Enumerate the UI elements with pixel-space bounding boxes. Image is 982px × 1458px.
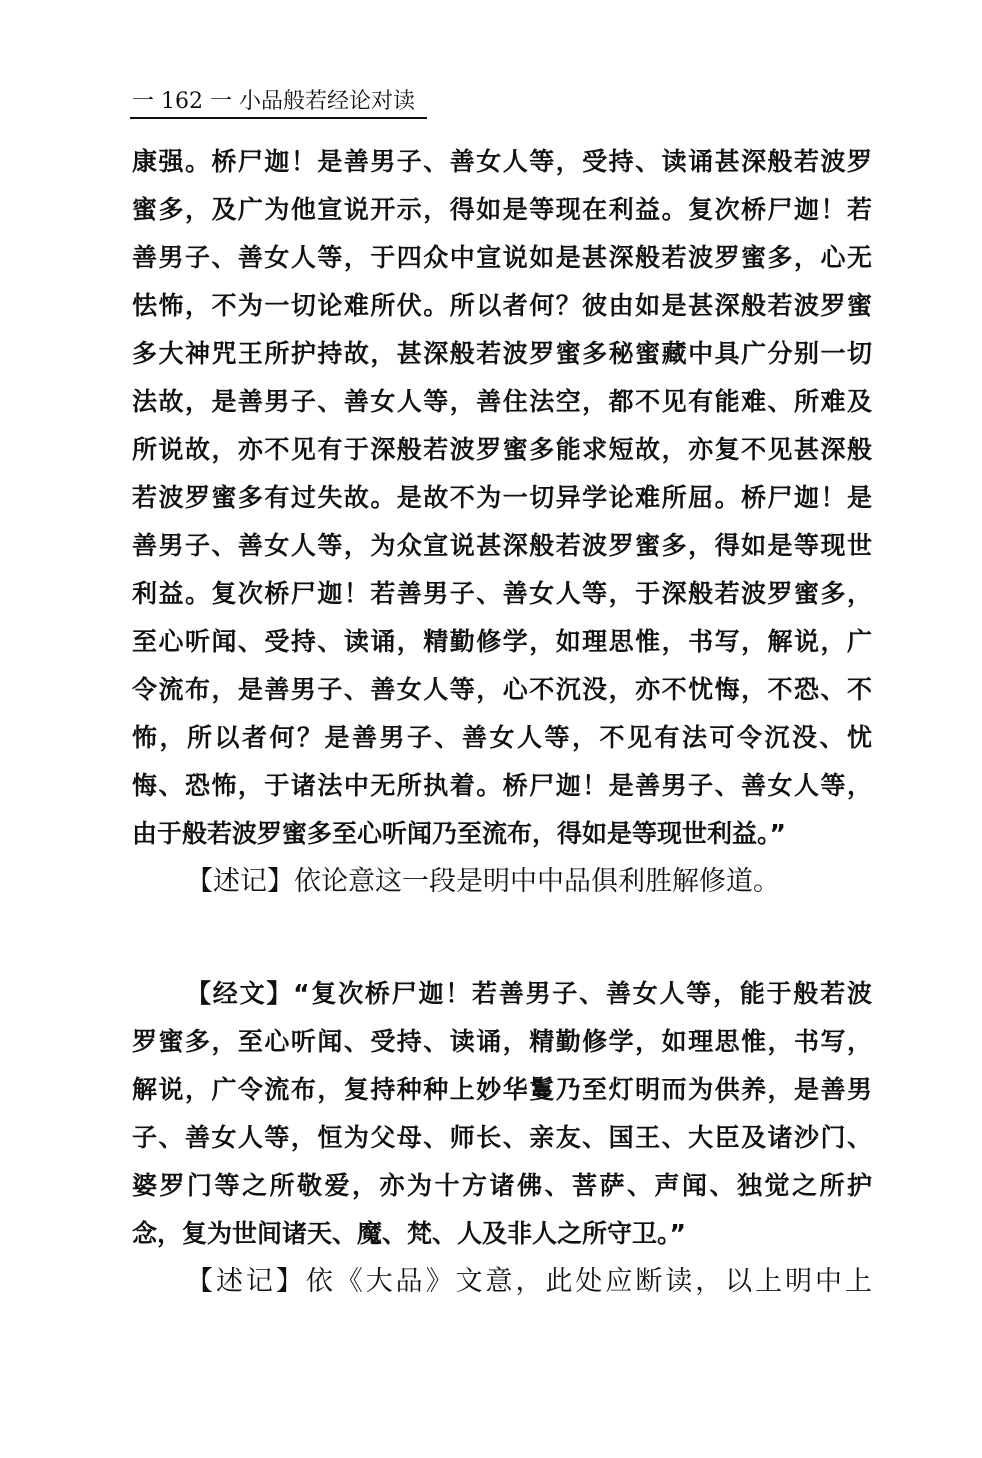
text-line: 至心听闻、受持、读诵，精勤修学，如理思惟，书写，解说，广 (132, 627, 872, 656)
text-line: 所说故，亦不见有于深般若波罗蜜多能求短故，亦复不见甚深般 (132, 435, 872, 464)
commentary-line: 【述记】依论意这一段是明中中品俱利胜解修道。 (186, 866, 780, 897)
text-line: 悔、恐怖，于诸法中无所执着。桥尸迦！是善男子、善女人等， (132, 771, 872, 800)
text-line: 令流布，是善男子、善女人等，心不沉没，亦不忧悔，不恐、不 (132, 675, 872, 704)
sutra-text-line: 【经文】“复次桥尸迦！若善男子、善女人等，能于般若波 (186, 979, 872, 1008)
text-line: 念，复为世间诸天、魔、梵、人及非人之所守卫。” (132, 1219, 686, 1248)
section-1 (132, 138, 872, 906)
text-line: 解说，广令流布，复持种种上妙华鬘乃至灯明而为供养，是善男 (132, 1075, 872, 1104)
text-line: 善男子、善女人等，为众宣说甚深般若波罗蜜多，得如是等现世 (132, 531, 872, 560)
text-line: 由于般若波罗蜜多至心听闻乃至流布，得如是等现世利益。” (132, 819, 786, 848)
text-line: 利益。复次桥尸迦！若善男子、善女人等，于深般若波罗蜜多， (132, 579, 872, 608)
text-line: 若波罗蜜多有过失故。是故不为一切异学论难所屈。桥尸迦！是 (132, 483, 872, 512)
text-line: 子、善女人等，恒为父母、师长、亲友、国王、大臣及诸沙门、 (132, 1123, 872, 1152)
commentary-line: 【述记】依《大品》文意，此处应断读，以上明中上 (186, 1266, 872, 1297)
text-line: 法故，是善男子、善女人等，善住法空，都不见有能难、所难及 (132, 387, 872, 416)
text-line: 善男子、善女人等，于四众中宣说如是甚深般若波罗蜜多，心无 (132, 243, 872, 272)
text-line: 康强。桥尸迦！是善男子、善女人等，受持、读诵甚深般若波罗 (132, 147, 872, 176)
text-line: 怯怖，不为一切论难所伏。所以者何？彼由如是甚深般若波罗蜜 (132, 291, 872, 320)
text-line: 蜜多，及广为他宣说开示，得如是等现在利益。复次桥尸迦！若 (132, 195, 872, 224)
running-header: 一 162 一 小品般若经论对读 (132, 89, 415, 114)
text-line: 婆罗门等之所敬爱，亦为十方诸佛、菩萨、声闻、独觉之所护 (132, 1171, 872, 1200)
header-rule (130, 117, 427, 119)
text-line: 怖，所以者何？是善男子、善女人等，不见有法可令沉没、忧 (132, 723, 872, 752)
text-line: 多大神咒王所护持故，甚深般若波罗蜜多秘蜜藏中具广分别一切 (132, 339, 872, 368)
text-line: 罗蜜多，至心听闻、受持、读诵，精勤修学，如理思惟，书写， (132, 1027, 872, 1056)
section-2 (132, 970, 872, 1306)
